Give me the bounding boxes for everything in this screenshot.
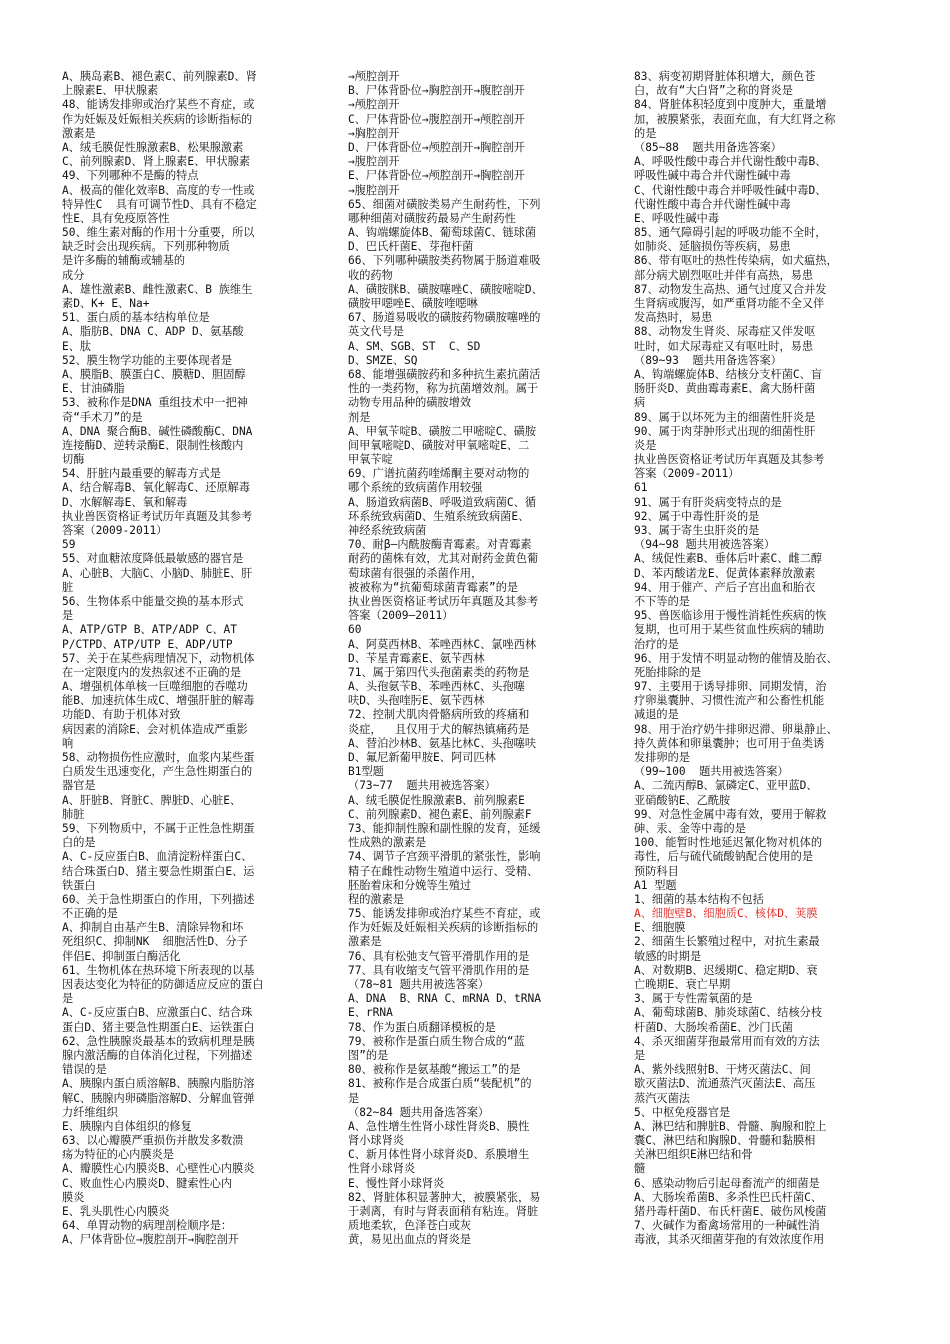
text-line: 90、属于肉芽肿形式出现的细菌性肝	[634, 424, 816, 438]
text-line: 复期，也可用于某些贫血性疾病的辅助	[634, 623, 825, 637]
text-line: 执业兽医资格证考试历年真题及其参考	[634, 453, 825, 467]
text-line: A、急性增生性肾小球性肾炎B、膜性	[348, 1119, 530, 1133]
text-line: A、DNA 聚合酶B、碱性磷酸酶C、DNA	[62, 424, 253, 438]
text-line: A、结合解毒B、氧化解毒C、还原解毒	[62, 481, 251, 495]
text-line: 呼吸性碱中毒合并代谢性碱中毒	[634, 169, 791, 183]
text-line: 歇灭菌法D、流通蒸汽灭菌法E、高压	[634, 1077, 816, 1091]
text-line: 93、属于寄生虫肝炎的是	[634, 524, 760, 537]
text-line: A、磺胺脒B、磺胺噻唑C、磺胺嘧啶D、	[348, 282, 543, 296]
text-line: 程的激素是	[348, 892, 404, 906]
text-line: A、极高的催化效率B、高度的专一性或	[62, 183, 255, 197]
text-line: A、钩端螺旋体B、结核分支杆菌C、盲	[634, 367, 823, 381]
text-line: A、DNA B、RNA C、mRNA D、tRNA	[348, 992, 541, 1006]
text-line: C、前列腺素D、褪色素E、前列腺素F	[348, 807, 532, 821]
text-line: 性成熟的激素是	[348, 836, 427, 850]
text-line: A、肝脏B、肾脏C、脾脏D、心脏E、	[62, 793, 242, 807]
text-line: C、败血性心内膜炎D、腱索性心内	[62, 1176, 233, 1190]
text-line: →腹腔剖开	[348, 155, 400, 169]
text-line: 执业兽医资格证考试历年真题及其参考	[348, 594, 539, 608]
text-line: A、甲氧苄啶B、磺胺二甲嘧啶C、磺胺	[348, 424, 537, 438]
text-line: A、脂肪B、DNA C、ADP D、氨基酸	[62, 325, 244, 339]
text-line: 吐时，如犬尿毒症又有呕吐时，易患	[634, 339, 814, 353]
text-line: A、葡萄球菌B、肺炎球菌C、结核分枝	[634, 1006, 823, 1020]
text-line: 力纤维组织	[62, 1105, 118, 1119]
text-line: 激素是	[348, 935, 382, 949]
text-line: 性的一类药物，称为抗菌增效剂。属于	[348, 382, 539, 396]
text-line: →胸腔剖开	[348, 126, 400, 140]
text-line: 生肾病或腹泻，如严重肾功能不全又伴	[634, 297, 825, 310]
text-line: A、钩端螺旋体B、葡萄球菌C、链球菌	[348, 226, 537, 240]
text-line: 砷、汞、金等中毒的是	[634, 821, 746, 835]
text-line: 92、属于中毒性肝炎的是	[634, 509, 760, 523]
text-line: 因表达变化为特征的防御适应反应的蛋白	[62, 978, 264, 991]
text-line: 杆菌D、大肠埃希菌E、沙门氏菌	[634, 1020, 793, 1034]
text-line: 72、控制犬肌肉骨骼病所致的疼痛和	[348, 708, 530, 722]
text-line: E、细胞膜	[634, 921, 686, 935]
text-line: 77、具有收缩支气管平滑肌作用的是	[348, 963, 530, 977]
text-line: 69、广谱抗菌药喹烯酮主要对动物的	[348, 467, 530, 481]
text-line: 预防科目	[634, 864, 679, 878]
text-line: E、rRNA	[348, 1006, 393, 1020]
text-line: （94~98 题共用被选答案）	[634, 538, 776, 552]
text-line: 85、通气障碍引起的呼吸功能不全时，	[634, 226, 827, 240]
text-line: 80、被称作是氨基酸“搬运工”的是	[348, 1063, 521, 1077]
text-line: 48、能诱发排卵或治疗某些不育症，或	[62, 98, 255, 112]
text-line: 67、肠道易吸收的磺胺药物磺胺噻唑的	[348, 311, 541, 325]
text-line: 79、被称作是蛋白质生物合成的“蓝	[348, 1034, 525, 1048]
text-line: 磺胺甲噁唑E、磺胺喹噁啉	[348, 297, 478, 310]
text-line: 答案（2009-2O11）	[634, 467, 740, 481]
text-line: 腺内激活酶的自体消化过程，下列描述	[62, 1048, 253, 1062]
text-line: 84、肾脏体积轻度到中度肿大，重量增	[634, 98, 827, 112]
text-line: A、C-反应蛋白B、血清淀粉样蛋白C、	[62, 850, 253, 864]
text-line: 亚硝酸钠E、乙酰胺	[634, 793, 731, 807]
text-line: 87、动物发生高热、通气过度又合并发	[634, 282, 827, 296]
text-line: 1、细菌的基本结构不包括	[634, 892, 764, 906]
text-line: 是	[634, 1048, 646, 1062]
text-line: 关淋巴组织E淋巴结和骨	[634, 1148, 753, 1162]
text-line: C、新月体性肾小球肾炎D、系膜增生	[348, 1148, 530, 1162]
text-line: 如肺炎、延脑损伤等疾病，易患	[634, 240, 791, 254]
text-line: 6、感染动物后引起母畜流产的细菌是	[634, 1176, 820, 1190]
text-line: 54、肝脏内最重要的解毒方式是	[62, 467, 221, 481]
text-line: 在一定限度内的发热叙述不正确的是	[62, 665, 242, 679]
text-line: 是	[62, 609, 74, 623]
text-line: 素D、K+ E、Na+	[62, 297, 150, 310]
text-line: 89、属于以坏死为主的细菌性肝炎是	[634, 410, 816, 424]
text-line: 特异性C 具有可调节性D、具有不稳定	[62, 197, 257, 211]
text-line: 64、单胃动物的病理剖检顺序是：	[62, 1219, 233, 1233]
text-line: 代谢性酸中毒合并代谢性碱中毒	[634, 197, 791, 211]
text-line: 肾小球肾炎	[348, 1134, 404, 1148]
text-line: 铁蛋白	[62, 878, 96, 892]
text-line: 60	[348, 623, 362, 637]
text-line: C、代谢性酸中毒合并呼吸性碱中毒D、	[634, 183, 827, 197]
text-line: 剂是	[348, 410, 371, 424]
text-line: 83、病变初期肾脏体积增大，颜色苍	[634, 70, 816, 83]
text-line: A、紫外线照射B、干烤灭菌法C、间	[634, 1063, 811, 1077]
text-line: 质地柔软，色泽苍白或灰	[348, 1219, 472, 1233]
text-line: 63、以心瓣膜严重损伤并散发多数溃	[62, 1134, 244, 1148]
text-line: 不下等的是	[634, 594, 690, 608]
text-line: 5、中枢免疫器官是	[634, 1105, 731, 1119]
text-line: 甲氧苄啶	[348, 453, 393, 467]
text-line: A、对数期B、迟缓期C、稳定期D、衰	[634, 963, 818, 977]
text-line: 切酶	[62, 453, 85, 467]
text-line: D、苄星青霉素E、氨苄西林	[348, 651, 485, 665]
text-line: D、水解解毒E、氧和解毒	[62, 495, 188, 509]
text-line: E、慢性肾小球肾炎	[348, 1176, 445, 1190]
text-line: A、C-反应蛋白B、应激蛋白C、结合珠	[62, 1006, 253, 1020]
text-line: A、胰腺内蛋白质溶解B、胰腺内脂肪溶	[62, 1077, 255, 1091]
text-line: A、头孢氨苄B、苯唑西林C、头孢噻	[348, 680, 525, 694]
text-line: 70、耐β—内酰胺酶青霉素。对青霉素	[348, 538, 532, 552]
text-line: 作为妊娠及妊娠相关疾病的诊断指标的	[62, 112, 253, 126]
text-line: 环系统致病菌D、生殖系统致病菌E、	[348, 509, 530, 523]
text-line: 连接酶D、逆转录酶E、限制性核酸内	[62, 438, 244, 452]
text-line: 是	[348, 1091, 360, 1105]
text-column-left	[62, 70, 320, 1248]
text-line: （73~77 题共用被选答案）	[348, 779, 496, 793]
text-line: 86、带有呕吐的热性传染病，如犬瘟热，	[634, 254, 838, 268]
text-line: 56、生物体系中能量交换的基本形式	[62, 594, 244, 608]
text-line: 减退的是	[634, 708, 679, 722]
text-line: 57、关于在某些病理情况下，动物机体	[62, 651, 255, 665]
text-line: P/CTPD、ATP/UTP E、ADP/UTP	[62, 637, 233, 651]
text-line: 78、作为蛋白质翻译模板的是	[348, 1020, 496, 1034]
text-line: A、雄性激素B、雌性激素C、B 族维生	[62, 282, 253, 296]
text-line: （99~100 题共用被选答案）	[634, 765, 789, 779]
text-line: 哪种细菌对磺胺药最易产生耐药性	[348, 211, 516, 225]
text-line: 伴侣E、抑制蛋白酶活化	[62, 949, 181, 963]
text-line: B1型题	[348, 765, 384, 779]
text-line: （78~81 题共用被选答案）	[348, 978, 490, 991]
text-line: 毒液，其杀灭细菌芽孢的有效浓度作用	[634, 1233, 825, 1247]
text-line: A、心脏B、大脑C、小脑D、肺脏E、肝	[62, 566, 253, 580]
text-line: A、膜脂B、膜蛋白C、膜糖D、胆固醇	[62, 367, 246, 381]
text-line: 敏感的时期是	[634, 949, 702, 963]
text-line: →颅腔剖开	[348, 98, 400, 112]
text-line: 成分	[62, 268, 85, 282]
text-line: A、细胞壁B、细胞质C、核体D、荚膜	[634, 907, 818, 921]
text-line: →颅腔剖开	[348, 70, 400, 83]
text-line: 53、被称作是DNA 重组技术中一把神	[62, 396, 248, 410]
text-line: A、替泊沙林B、氨基比林C、头孢噻呋	[348, 736, 537, 750]
text-line: 61	[634, 481, 648, 495]
text-line: A1 型题	[634, 878, 677, 892]
text-line: 发高热时，易患	[634, 311, 713, 325]
text-line: 2、细菌生长繁殖过程中，对抗生素最	[634, 935, 820, 949]
text-line: E、甘油磷脂	[62, 382, 125, 396]
text-line: A、绒促性素B、垂体后叶素C、雌二醇	[634, 552, 823, 566]
text-line: 96、用于发情不明显动物的催情及胎衣、	[634, 651, 838, 665]
text-line: A、绒毛膜促性腺激素B、前列腺素E	[348, 793, 525, 807]
text-line: 部分病犬剧烈呕吐并伴有高热，易患	[634, 268, 814, 282]
text-line: 是许多酶的辅酶或辅基的	[62, 254, 186, 268]
text-line: 4、杀灭细菌芽孢最常用而有效的方法	[634, 1034, 820, 1048]
text-line: 于剥离，有时与肾表面稍有粘连。肾脏	[348, 1205, 539, 1218]
text-line: A、增强机体单核一巨噬细胞的吞噬功	[62, 680, 248, 694]
text-line: 黄，易见出血点的肾炎是	[348, 1233, 472, 1247]
text-line: 神经系统致病菌	[348, 524, 427, 537]
text-line: 毒性，后与硫代硫酸钠配合使用的是	[634, 850, 814, 864]
text-line: （85~88 题共用备选答案）	[634, 140, 782, 154]
text-line: A、尸体背卧位→腹腔剖开→胸腔剖开	[62, 1233, 239, 1247]
text-line: 肺脏	[62, 807, 85, 821]
text-line: 3、属于专性需氧菌的是	[634, 992, 753, 1006]
text-line: 膜炎	[62, 1190, 85, 1204]
text-line: 萄球菌有很强的杀菌作用，	[348, 566, 483, 580]
text-line: 65、细菌对磺胺类易产生耐药性，下列	[348, 197, 541, 211]
text-line: 91、属于有肝炎病变特点的是	[634, 495, 782, 509]
text-line: 被被称为“抗葡萄球菌青霉素”的是	[348, 580, 519, 594]
text-line: 59、下列物质中，不属于正性急性期蛋	[62, 821, 255, 835]
text-line: 82、肾脏体积显著肿大，被膜紧张，易	[348, 1190, 541, 1204]
text-line: 62、急性胰腺炎最基本的致病机理是胰	[62, 1034, 255, 1048]
text-line: D、尸体背卧位→颅腔剖开→胸腔剖开	[348, 140, 525, 154]
text-line: 不正确的是	[62, 907, 118, 921]
text-line: 疗卵巢囊肿、习惯性流产和公畜性机能	[634, 694, 825, 708]
text-line: 加，被膜紧张，表面充血，有大红肾之称	[634, 112, 836, 126]
text-line: D、苯丙酸诺龙E、促黄体素释放激素	[634, 566, 816, 580]
text-line: 间甲氧嘧啶D、磺胺对甲氧嘧啶E、二	[348, 438, 530, 452]
text-line: A、胰岛素B、褪色素C、前列腺素D、肾	[62, 70, 257, 83]
text-line: 白的是	[62, 836, 96, 850]
text-line: 炎症， 且仅用于犬的解热镇痛药是	[348, 722, 530, 736]
text-line: 50、维生素对酶的作用十分重要，所以	[62, 226, 255, 240]
text-line: 器官是	[62, 779, 96, 793]
text-line: 55、对血糖浓度降低最敏感的器官是	[62, 552, 244, 566]
text-line: 图”的是	[348, 1048, 389, 1062]
text-line: 59	[62, 538, 76, 552]
text-line: 是	[62, 992, 74, 1006]
text-line: A、ATP/GTP B、ATP/ADP C、AT	[62, 623, 238, 637]
text-line: 58、动物损伤性应激时，血浆内某些蛋	[62, 751, 255, 764]
text-line: 结合珠蛋白D、猪主要急性期蛋白E、运	[62, 864, 255, 878]
text-line: 51、蛋白质的基本结构单位是	[62, 311, 210, 325]
text-line: 奇“手术刀”的是	[62, 410, 143, 424]
text-line: 76、具有松弛支气管平滑肌作用的是	[348, 949, 530, 963]
text-line: 疡为特征的心内膜炎是	[62, 1148, 174, 1162]
text-line: 99、对急性金属中毒有效，要用于解救	[634, 807, 827, 821]
text-line: 激素是	[62, 126, 96, 140]
text-line: 白，故有“大白肾”之称的肾炎是	[634, 84, 793, 98]
text-line: 错误的是	[62, 1063, 107, 1077]
text-line: 98、用于治疗奶牛排卵迟滞、卵巢静止、	[634, 722, 838, 736]
text-line: 61、生物机体在热环境下所表现的以基	[62, 963, 255, 977]
text-line: A、SM、SGB、ST C、SD	[348, 339, 481, 353]
text-line: 95、兽医临诊用于慢性消耗性疾病的恢	[634, 609, 827, 623]
text-line: 75、能诱发排卵或治疗某些不育症，或	[348, 907, 541, 921]
text-line: 73、能抑制性腺和副性腺的发育，延缓	[348, 821, 541, 835]
text-line: 97、主要用于诱导排卵、同期发情，治	[634, 680, 827, 694]
text-line: 病	[634, 396, 646, 410]
text-line: 性E、具有免疫原答性	[62, 211, 170, 225]
text-line: 囊C、淋巴结和胸腺D、骨髓和黏膜相	[634, 1134, 816, 1148]
text-line: 动物专用品种的磺胺增效	[348, 396, 472, 410]
text-line: 81、被称作是合成蛋白质“装配机”的	[348, 1077, 532, 1091]
text-line: 作为妊娠及妊娠相关疾病的诊断指标的	[348, 921, 539, 935]
text-line: D、SMZE、SQ	[348, 353, 418, 367]
text-line: A、大肠埃希菌B、多杀性巴氏杆菌C、	[634, 1190, 823, 1204]
text-line: 缺乏时会出现疾病。下列那种物质	[62, 240, 230, 254]
text-line: 猪丹毒杆菌D、布氏杆菌E、破伤风梭菌	[634, 1205, 827, 1218]
text-line: 耐药的菌株有效，尤其对耐药金黄色葡	[348, 552, 539, 566]
text-line: 病因素的消除E、会对机体造成严重影	[62, 722, 248, 736]
text-line: C、尸体背卧位→腹腔剖开→颅腔剖开	[348, 112, 525, 126]
text-line: （82~84 题共用备选答案）	[348, 1105, 490, 1119]
text-line: 94、用于催产、产后子宫出血和胎衣	[634, 580, 816, 594]
text-line: 死胎排除的是	[634, 665, 702, 679]
text-line: 解C、胰腺内卵磷脂溶解D、分解血管弹	[62, 1091, 255, 1105]
text-line: 死组织C、抑制NK 细胞活性D、分子	[62, 935, 248, 949]
text-line: 哪个系统的致病菌作用较强	[348, 481, 483, 495]
text-column-right	[634, 70, 892, 1248]
text-line: 炎是	[634, 438, 657, 452]
text-line: 52、膜生物学功能的主要体现者是	[62, 353, 233, 367]
text-line: D、氟尼新葡甲胺E、阿司匹林	[348, 751, 496, 764]
text-line: A、抑制自由基产生B、清除异物和坏	[62, 921, 244, 935]
text-line: 脏	[62, 580, 74, 594]
text-line: 性肾小球肾炎	[348, 1162, 416, 1176]
text-line: 71、属于第四代头孢菌素类的药物是	[348, 665, 530, 679]
text-line: 能B、加速抗体生成C、增强肝脏的解毒	[62, 694, 255, 708]
text-line: 答案（2009—2011）	[348, 609, 454, 623]
text-line: A、二巯丙醇B、氯磷定C、亚甲蓝D、	[634, 779, 818, 793]
text-line: 100、能暂时性地延迟氰化物对机体的	[634, 836, 823, 850]
text-line: 68、能增强磺胺药和多种抗生素抗菌活	[348, 367, 541, 381]
text-line: E、胰腺内自体组织的修复	[62, 1119, 192, 1133]
text-line: 功能D、有助于机体对致	[62, 708, 181, 722]
text-line: 蛋白D、猪主要急性期蛋白E、运铁蛋白	[62, 1020, 255, 1034]
text-line: →腹腔剖开	[348, 183, 400, 197]
text-line: 88、动物发生肾炎、尿毒症又伴发呕	[634, 325, 816, 339]
text-line: D、巴氏杆菌E、芽孢杆菌	[348, 240, 474, 254]
text-line: A、瓣膜性心内膜炎B、心壁性心内膜炎	[62, 1162, 255, 1176]
text-line: 精子在雌性动物生殖道中运行、受精、	[348, 864, 539, 878]
text-line: A、绒毛膜促性腺激素B、松果腺激素	[62, 140, 244, 154]
text-line: A、肠道致病菌B、呼吸道致病菌C、循	[348, 495, 537, 509]
text-line: 7、火碱作为畜禽场常用的一种碱性消	[634, 1219, 820, 1233]
text-line: 60、关于急性期蛋白的作用，下列描述	[62, 892, 255, 906]
text-line: A、淋巴结和脾脏B、骨髓、胸腺和腔上	[634, 1119, 827, 1133]
text-line: 66、下列哪种磺胺类药物属于肠道难吸	[348, 254, 541, 268]
text-line: C、前列腺素D、肾上腺素E、甲状腺素	[62, 155, 251, 169]
text-line: 响	[62, 736, 74, 750]
text-line: 执业兽医资格证考试历年真题及其参考	[62, 509, 253, 523]
text-line: 的是	[634, 126, 657, 140]
text-line: E、呼吸性碱中毒	[634, 211, 720, 225]
text-line: 呋D、头孢喹肟E、氨苄西林	[348, 694, 485, 708]
text-line: 胚胎着床和分娩等生殖过	[348, 878, 472, 892]
text-line: 发排卵的是	[634, 751, 690, 764]
text-line: 74、调节子宫颈平滑肌的紧张性，影响	[348, 850, 541, 864]
text-line: 蒸汽灭菌法	[634, 1091, 690, 1105]
text-line: 答案（2009-2011）	[62, 524, 168, 537]
text-line: E、肽	[62, 339, 92, 353]
text-line: E、尸体背卧位→颅腔剖开→胸腔剖开	[348, 169, 525, 183]
text-line: 肠肝炎D、黄曲霉毒素E、禽大肠杆菌	[634, 382, 816, 396]
text-line: （89~93 题共用备选答案）	[634, 353, 782, 367]
text-line: E、乳头肌性心内膜炎	[62, 1205, 170, 1218]
text-line: 收的药物	[348, 268, 393, 282]
text-line: A、阿莫西林B、苯唑西林C、氯唑西林	[348, 637, 537, 651]
text-line: A、呼吸性酸中毒合并代谢性酸中毒B、	[634, 155, 827, 169]
text-line: 白质发生迅速变化，产生急性期蛋白的	[62, 765, 253, 779]
text-line: 持久黄体和卵巢囊肿；也可用于鱼类诱	[634, 736, 825, 750]
text-line: B、尸体背卧位→胸腔剖开→腹腔剖开	[348, 84, 525, 98]
text-line: 49、下列哪种不是酶的特点	[62, 169, 199, 183]
text-column-middle	[348, 70, 606, 1248]
text-line: 上腺素E、甲状腺素	[62, 84, 159, 98]
text-line: 亡晚期E、衰亡早期	[634, 978, 731, 991]
text-line: 治疗的是	[634, 637, 679, 651]
text-line: 髓	[634, 1162, 646, 1176]
text-line: 英文代号是	[348, 325, 404, 339]
